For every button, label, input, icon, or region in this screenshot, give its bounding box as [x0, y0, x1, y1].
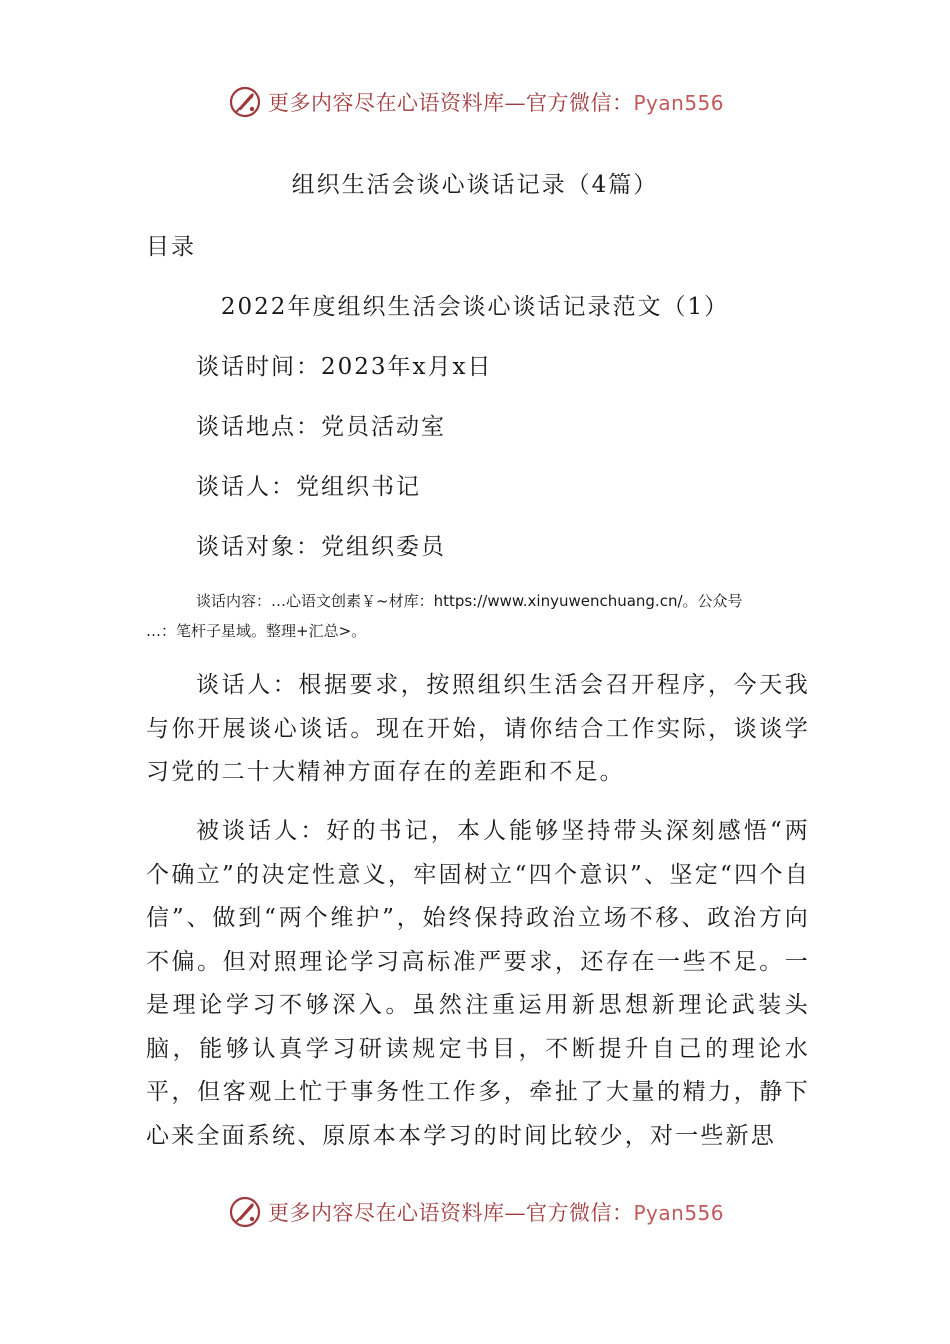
meta-target: 谈话对象：党组织委员: [196, 534, 446, 560]
paragraph-respondent: 被谈话人：好的书记，本人能够坚持带头深刻感悟“两个确立”的决定性意义，牢固树立“四个意识”、坚定“四个自信”、做到“两个维护”，始终保持政治立场不移、政治方向不偏。但对照理论学习高标准严要求，还存在一些不足。一是理论学习不够深入。虽然注重运用新思想新理论武装头脑，能够认真学习研读规定书目，不断提升自己的理论水平，但客观上忙于事务性工作多，牵扯了大量的精力，静下心来全面系统、原原本本学习的时间比较少，对一些新思: [146, 818, 810, 1149]
quill-logo-icon: [228, 85, 262, 119]
watermark-slogan: 更多内容尽在心语资料库: [268, 91, 505, 115]
toc-label: 目录: [146, 234, 196, 260]
watermark-banner-bottom: [228, 1192, 748, 1232]
document-title: 组织生活会谈心谈话记录（4篇）: [291, 172, 659, 198]
content-note: [146, 586, 816, 646]
watermark-text: [268, 1197, 724, 1227]
watermark-text: [268, 87, 724, 117]
watermark-slogan: 更多内容尽在心语资料库: [268, 1201, 505, 1225]
watermark-wechat-label: 官方微信：: [526, 91, 634, 115]
content-note-line-2: …：笔杆子星域。整理+汇总>。: [146, 622, 367, 640]
paragraph-speaker: 谈话人：根据要求，按照组织生活会召开程序，今天我与你开展谈心谈话。现在开始，请你结合工作实际，谈谈学习党的二十大精神方面存在的差距和不足。: [146, 672, 810, 785]
meta-speaker: 谈话人：党组织书记: [196, 474, 421, 500]
watermark-wechat-id: Pyan556: [633, 1201, 725, 1225]
section-title: 2022年度组织生活会谈心谈话记录范文（1）: [220, 294, 730, 320]
watermark-dash: —: [504, 91, 526, 115]
watermark-banner-top: [228, 82, 748, 122]
watermark-dash: —: [504, 1201, 526, 1225]
watermark-wechat-id: Pyan556: [633, 91, 725, 115]
content-note-line-1: 谈话内容：…心语文创素￥~材库：https://www.xinyuwenchuang.cn/。公众号: [196, 592, 743, 610]
watermark-wechat-label: 官方微信：: [526, 1201, 634, 1225]
quill-logo-icon: [228, 1195, 262, 1229]
meta-time: 谈话时间：2023年x月x日: [196, 354, 493, 380]
meta-place: 谈话地点：党员活动室: [196, 414, 446, 440]
